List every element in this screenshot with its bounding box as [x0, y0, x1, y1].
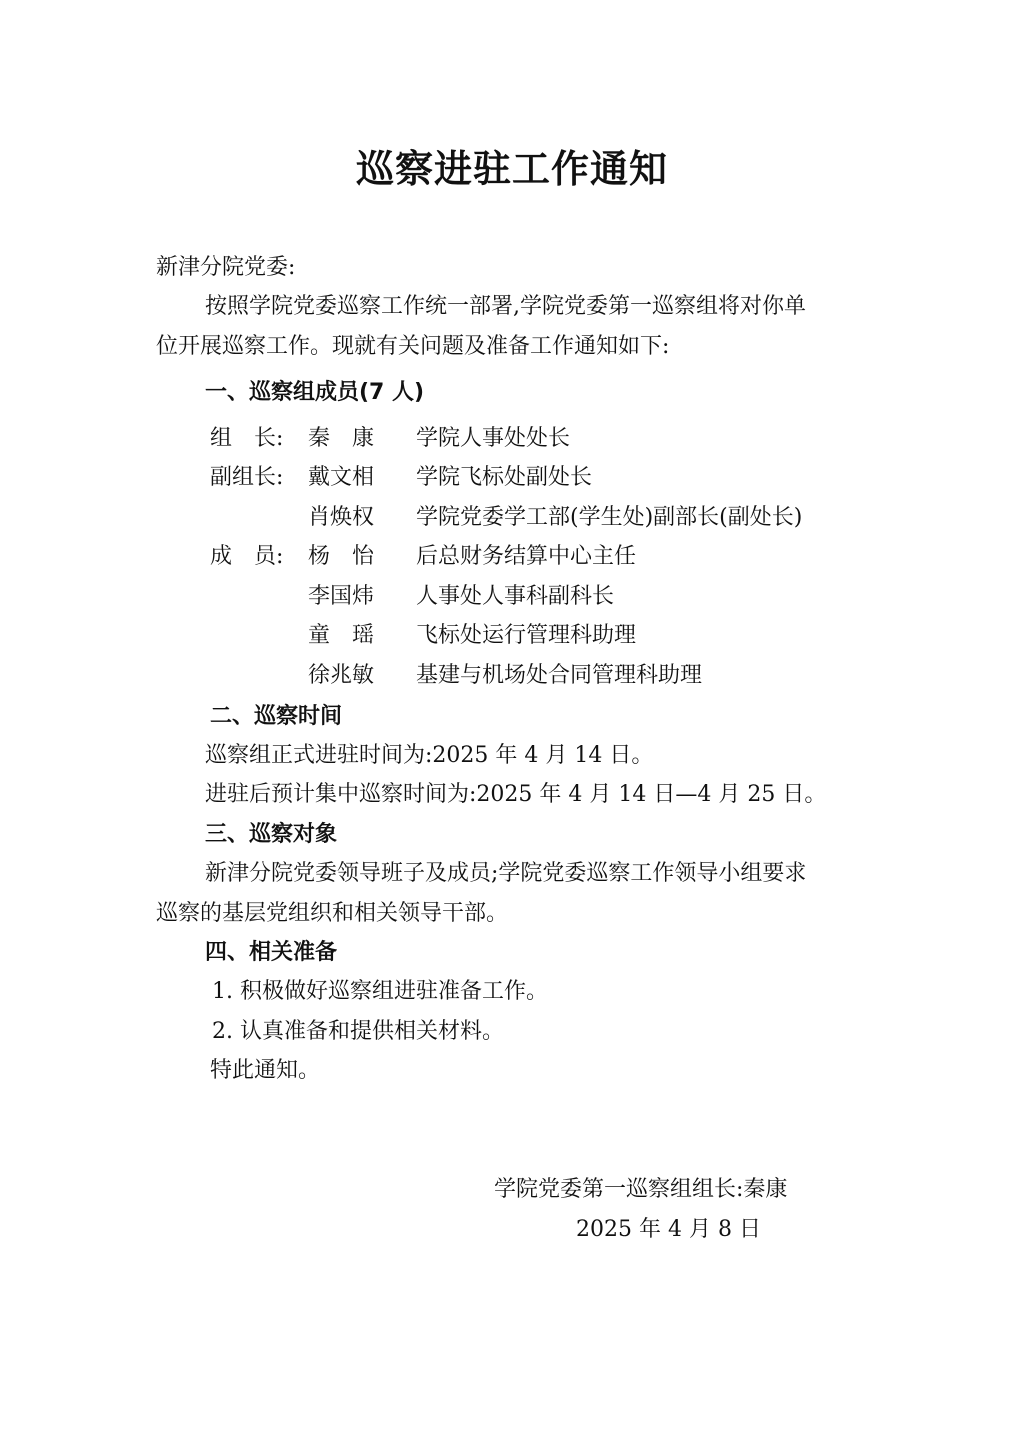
member-name: 李国炜	[308, 584, 375, 609]
section-3-heading: 三、巡察对象	[205, 822, 338, 847]
member-name: 杨 怡	[308, 544, 375, 569]
member-position: 基建与机场处合同管理科助理	[416, 663, 703, 688]
section-1-heading: 一、巡察组成员(7 人)	[205, 380, 425, 405]
section-4-item-1: 1. 积极做好巡察组进驻准备工作。	[212, 979, 548, 1004]
member-name: 童 瑶	[308, 623, 375, 648]
section-2-line-1: 巡察组正式进驻时间为:2025 年 4 月 14 日。	[205, 743, 654, 768]
signature-signer: 学院党委第一巡察组组长:秦康	[494, 1177, 788, 1202]
member-role: 成 员:	[210, 544, 284, 569]
intro-line-1: 按照学院党委巡察工作统一部署,学院党委第一巡察组将对你单	[205, 294, 806, 319]
member-position: 飞标处运行管理科助理	[416, 623, 637, 648]
closing-line: 特此通知。	[210, 1058, 321, 1083]
member-name: 戴文相	[308, 465, 375, 490]
section-2-line-2: 进驻后预计集中巡察时间为:2025 年 4 月 14 日—4 月 25 日。	[205, 782, 827, 807]
signature-date: 2025 年 4 月 8 日	[576, 1217, 761, 1242]
member-position: 人事处人事科副科长	[416, 584, 615, 609]
member-position: 学院党委学工部(学生处)副部长(副处长)	[416, 505, 803, 530]
member-position: 学院飞标处副处长	[416, 465, 593, 490]
section-4-heading: 四、相关准备	[205, 940, 338, 965]
section-3-line-2: 巡察的基层党组织和相关领导干部。	[156, 901, 509, 926]
section-2-heading: 二、巡察时间	[210, 704, 343, 729]
member-role: 副组长:	[210, 465, 284, 490]
member-position: 学院人事处处长	[416, 426, 571, 451]
member-name: 肖焕权	[308, 505, 375, 530]
section-3-line-1: 新津分院党委领导班子及成员;学院党委巡察工作领导小组要求	[205, 861, 807, 886]
intro-line-2: 位开展巡察工作。现就有关问题及准备工作通知如下:	[156, 334, 670, 359]
member-position: 后总财务结算中心主任	[416, 544, 637, 569]
section-4-item-2: 2. 认真准备和提供相关材料。	[212, 1019, 504, 1044]
addressee: 新津分院党委:	[156, 255, 296, 280]
member-name: 秦 康	[308, 426, 375, 451]
member-name: 徐兆敏	[308, 663, 375, 688]
member-role: 组 长:	[210, 426, 284, 451]
document-title: 巡察进驻工作通知	[355, 146, 668, 191]
